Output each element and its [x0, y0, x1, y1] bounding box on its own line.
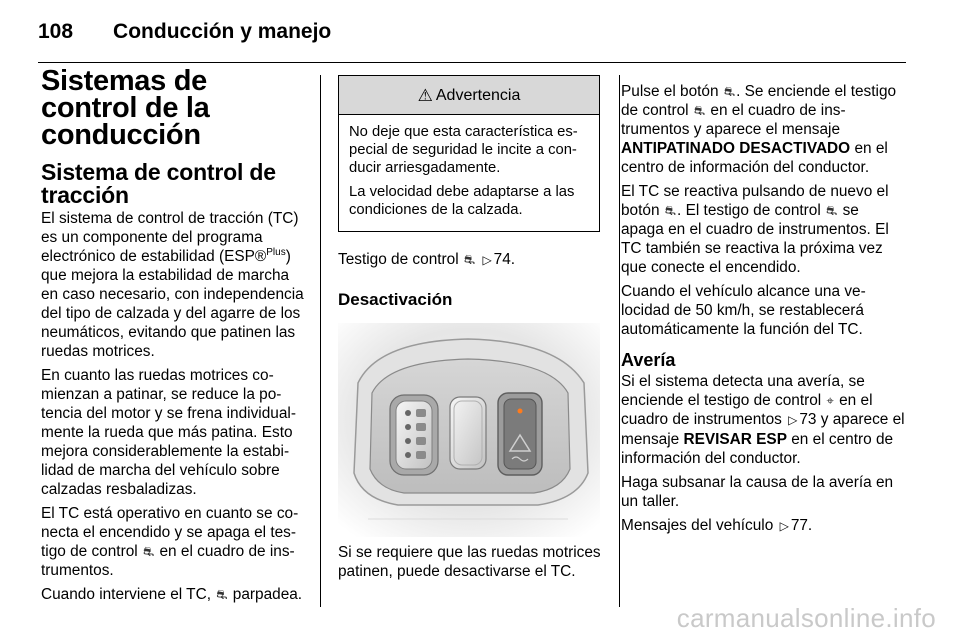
paragraph-reactivate: El TC se reactiva pulsando de nuevo el botón ⛐. El testigo de control ⛐ se apaga en el cuadro de instrumentos. El TC también se reactiva la próxima vez que conecte el encendido. [621, 183, 889, 276]
paragraph-fault: Si el sistema detecta una avería, se enciende el testigo de control ⌖ en el cuadro de instrumentos ▷ 73 y aparece el mensaje REVISAR ESP en el centro de información del conductor. [621, 373, 905, 467]
subsection-title: Sistema de control de tracción [41, 159, 276, 208]
esp-warning-light-icon: ⌖ [826, 393, 834, 408]
column-1 [41, 65, 304, 609]
warning-text-1: No deje que esta característica especial de seguridad le incite a conducir arriesgadamente. [349, 124, 578, 176]
paragraph-tc-intro: El sistema de control de tracción (TC) es un componente del programa electrónico de estabilidad (ESP®$^{Plus}$) que mejora la estabilidad de marcha en caso necesario, con independencia del tipo de calzada y del agarre de los neumáticos, evitando que patinen las ruedas motrices. [41, 210, 304, 360]
warning-title: Advertencia [435, 86, 521, 104]
page-number: 108 [38, 20, 74, 43]
deactivation-heading: Desactivación [338, 290, 453, 309]
watermark: carmanualsonline.info [676, 603, 936, 633]
paragraph-tc-function: En cuanto las ruedas motrices comienzan a patinar, se reduce la potencia del motor y se frena individualmente la rueda que más patina. Esto mejora considerablemente la estabilidad de marcha del vehículo sobre calzadas resbaladizas. [41, 367, 296, 498]
paragraph-tc-intervenes: Cuando interviene el TC, ⛐ parpadea. [41, 586, 303, 603]
tc-warning-light-icon: ⛐ [216, 587, 228, 602]
warning-text-2: La velocidad debe adaptarse a las condiciones de la calzada. [349, 184, 575, 218]
paragraph-vehicle-messages: Mensajes del vehículo ▷ 77. [621, 517, 813, 534]
tc-button-icon: ⛐ [723, 84, 736, 99]
fault-heading: Avería [621, 350, 676, 370]
column-divider-1 [320, 75, 321, 607]
header-rule [38, 62, 906, 63]
column-2 [338, 68, 602, 586]
page-header [38, 12, 906, 52]
page-reference-icon: ▷ [788, 413, 798, 427]
paragraph-auto-restore: Cuando el vehículo alcance una velocidad de 50 km/h, se restablecerá automáticamente la función del TC. [621, 283, 866, 338]
paragraph-workshop: Haga subsanar la causa de la avería en un taller. [621, 474, 894, 510]
tc-warning-light-icon: ⛐ [142, 544, 155, 559]
tc-button-photo [338, 323, 600, 537]
photo-caption: Si se requiere que las ruedas motrices patinen, puede desactivarse el TC. [338, 544, 601, 580]
paragraph-deactivate: Pulse el botón ⛐. Se enciende el testigo de control ⛐ en el cuadro de instrumentos y aparece el mensaje ANTIPATINADO DESACTIVADO en el centro de información del conductor. [621, 83, 897, 176]
tc-button-icon: ⛐ [664, 203, 677, 218]
warning-header [339, 76, 599, 115]
page-reference-icon: ▷ [779, 519, 789, 533]
paragraph-tc-operative: El TC está operativo en cuanto se conecta el encendido y se apaga el testigo de control ⛐ en el cuadro de instrumentos. [41, 505, 299, 579]
page-reference-icon: ▷ [482, 253, 492, 267]
section-title: Sistemas de control de la conducción [41, 65, 210, 151]
warning-light-reference: Testigo de control ⛐ ▷ 74. [338, 251, 516, 268]
tc-warning-light-icon: ⛐ [463, 252, 476, 267]
chapter-title: Conducción y manejo [113, 20, 332, 43]
tc-warning-light-icon: ⛐ [693, 103, 706, 118]
warning-body [339, 115, 599, 231]
column-3 [621, 82, 905, 541]
warning-box [338, 75, 600, 232]
warning-icon: ⚠ [417, 85, 433, 105]
column-divider-2 [619, 75, 620, 607]
tc-warning-light-icon: ⛐ [826, 203, 838, 218]
